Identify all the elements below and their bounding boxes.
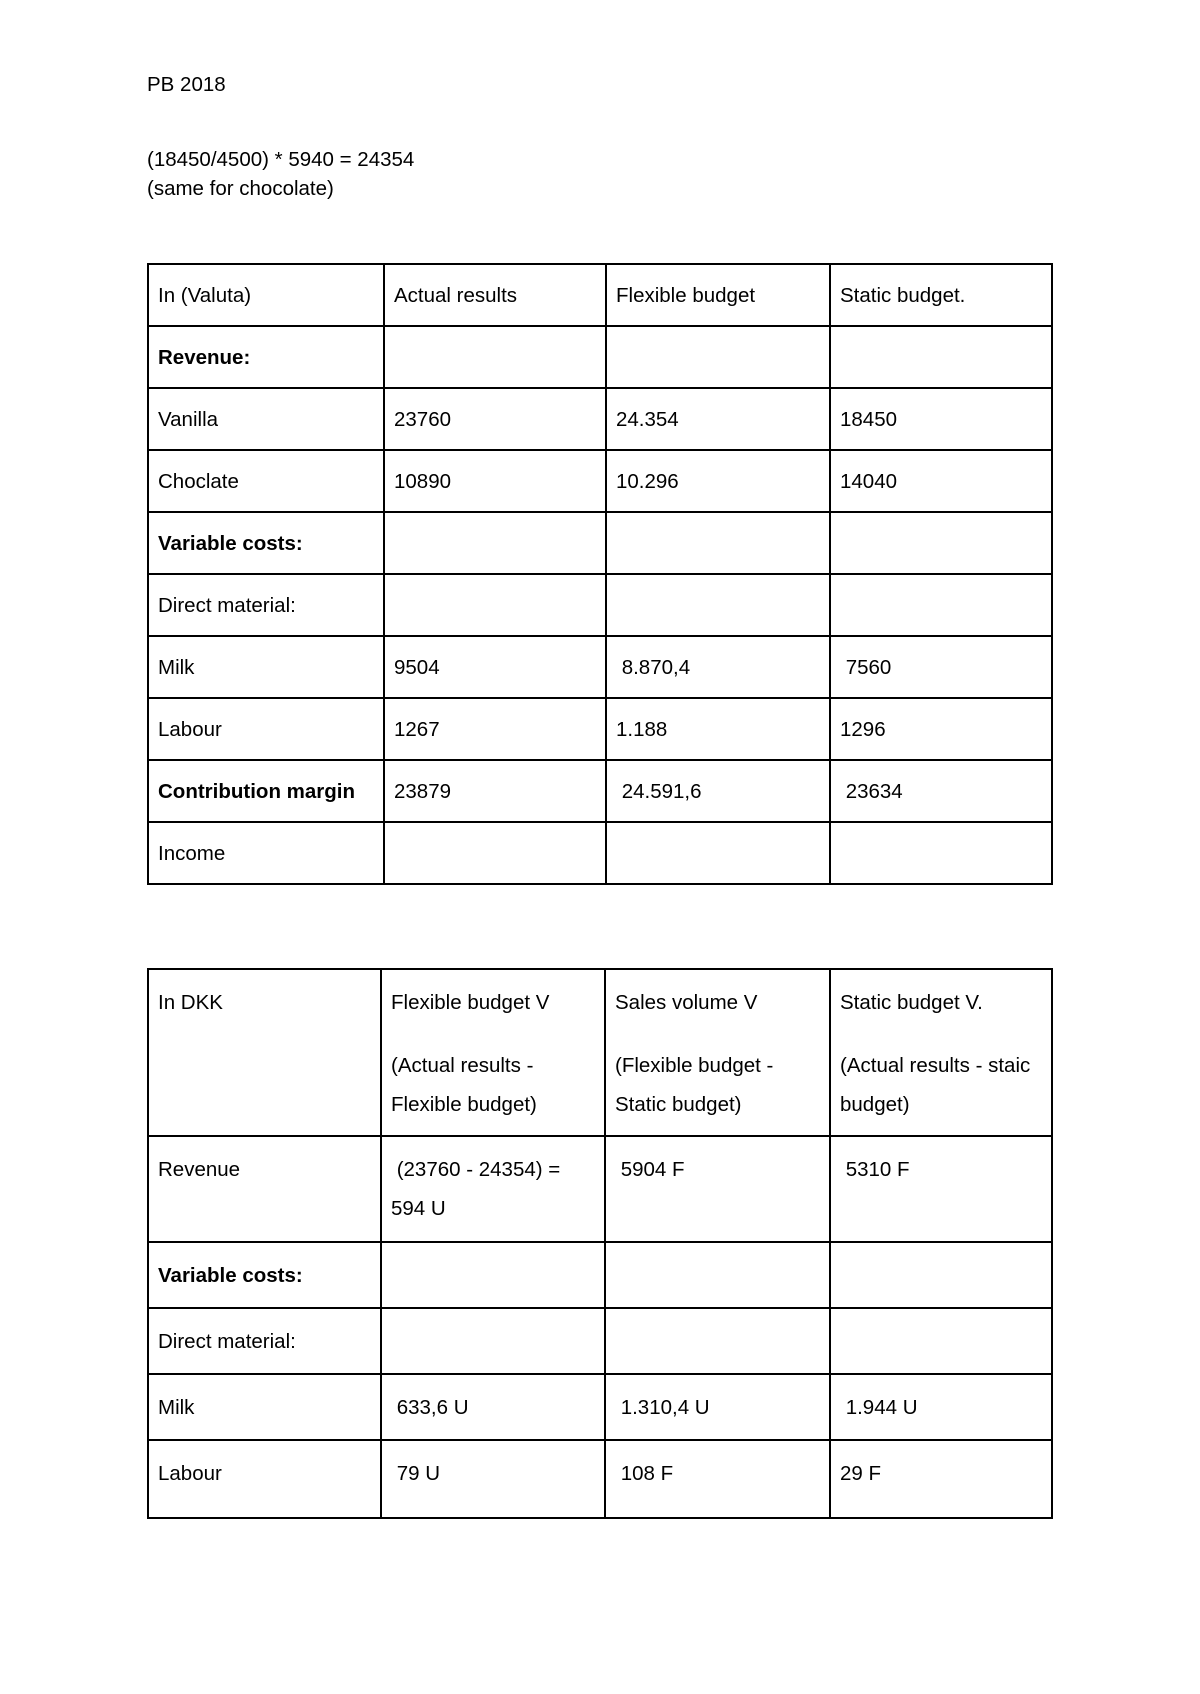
column-header xyxy=(381,969,605,1136)
column-header: In (Valuta) xyxy=(148,264,384,326)
column-header-subtitle: (Flexible budget - Static budget) xyxy=(615,1054,780,1116)
table-row xyxy=(148,1374,1052,1440)
table-cell: 79 U xyxy=(381,1440,605,1518)
table-cell: 8.870,4 xyxy=(606,636,830,698)
table-cell xyxy=(384,512,606,574)
column-header: Actual results xyxy=(384,264,606,326)
table-cell xyxy=(830,822,1052,884)
table-row xyxy=(148,1308,1052,1374)
row-label: Direct material: xyxy=(148,1308,381,1374)
table-cell xyxy=(384,574,606,636)
table-header-row xyxy=(148,969,1052,1136)
column-header: Static budget. xyxy=(830,264,1052,326)
table-cell: 10.296 xyxy=(606,450,830,512)
column-header xyxy=(830,969,1052,1136)
table-row xyxy=(148,1440,1052,1518)
table-row xyxy=(148,1136,1052,1242)
row-label: Milk xyxy=(148,636,384,698)
table-cell xyxy=(830,1308,1052,1374)
table-cell xyxy=(381,1308,605,1374)
table-header-row xyxy=(148,264,1052,326)
table-cell: 23634 xyxy=(830,760,1052,822)
table-row xyxy=(148,388,1052,450)
table-cell: 1.188 xyxy=(606,698,830,760)
row-label: Choclate xyxy=(148,450,384,512)
row-label: Direct material: xyxy=(148,574,384,636)
table-cell: 14040 xyxy=(830,450,1052,512)
table-cell xyxy=(606,574,830,636)
table-row xyxy=(148,1242,1052,1308)
table-cell xyxy=(830,512,1052,574)
document-title: PB 2018 xyxy=(147,73,226,96)
row-label: Income xyxy=(148,822,384,884)
column-header-title: Flexible budget V xyxy=(391,991,550,1014)
table-cell: 1.944 U xyxy=(830,1374,1052,1440)
table-row xyxy=(148,822,1052,884)
formula-block xyxy=(147,145,414,203)
column-header-title: In DKK xyxy=(158,991,223,1014)
table-cell: 9504 xyxy=(384,636,606,698)
table-cell: 1296 xyxy=(830,698,1052,760)
table-row xyxy=(148,512,1052,574)
row-label: Revenue: xyxy=(148,326,384,388)
row-label: Contribution margin xyxy=(148,760,384,822)
column-header-title: Static budget V. xyxy=(840,991,983,1014)
formula-line: (18450/4500) * 5940 = 24354 xyxy=(147,148,415,171)
table-cell: 1267 xyxy=(384,698,606,760)
table-row xyxy=(148,698,1052,760)
column-header-subtitle: (Actual results - Flexible budget) xyxy=(391,1054,540,1116)
column-header-title: Sales volume V xyxy=(615,991,758,1014)
column-header xyxy=(605,969,830,1136)
row-label: Labour xyxy=(148,698,384,760)
row-label: Vanilla xyxy=(148,388,384,450)
table-cell: 29 F xyxy=(830,1440,1052,1518)
table-cell: 633,6 U xyxy=(381,1374,605,1440)
row-label: Variable costs: xyxy=(148,1242,381,1308)
table-row xyxy=(148,636,1052,698)
table-cell: 24.354 xyxy=(606,388,830,450)
table-cell xyxy=(384,326,606,388)
table-row xyxy=(148,574,1052,636)
table-cell xyxy=(830,574,1052,636)
table-cell xyxy=(384,822,606,884)
dkk-variance-table xyxy=(147,968,1053,1519)
table-row xyxy=(148,326,1052,388)
table-cell: 10890 xyxy=(384,450,606,512)
table-cell xyxy=(605,1242,830,1308)
table-cell xyxy=(381,1242,605,1308)
table-cell: 108 F xyxy=(605,1440,830,1518)
table-cell: 23760 xyxy=(384,388,606,450)
table-cell xyxy=(830,1242,1052,1308)
table-cell: 5904 F xyxy=(605,1136,830,1242)
column-header-subtitle: (Actual results - staic budget) xyxy=(840,1054,1036,1116)
table-cell: 5310 F xyxy=(830,1136,1052,1242)
row-label: Variable costs: xyxy=(148,512,384,574)
note-line: (same for chocolate) xyxy=(147,177,334,200)
table-cell xyxy=(830,326,1052,388)
row-label: Revenue xyxy=(148,1136,381,1242)
table-cell: (23760 - 24354) = 594 U xyxy=(381,1136,605,1242)
column-header xyxy=(148,969,381,1136)
table-cell xyxy=(606,822,830,884)
table-cell: 23879 xyxy=(384,760,606,822)
table-row xyxy=(148,760,1052,822)
table-cell: 24.591,6 xyxy=(606,760,830,822)
column-header: Flexible budget xyxy=(606,264,830,326)
row-label: Labour xyxy=(148,1440,381,1518)
valuta-budget-table xyxy=(147,263,1053,885)
table-cell: 7560 xyxy=(830,636,1052,698)
table-row xyxy=(148,450,1052,512)
table-cell: 18450 xyxy=(830,388,1052,450)
table-cell xyxy=(606,512,830,574)
table-cell xyxy=(606,326,830,388)
row-label: Milk xyxy=(148,1374,381,1440)
table-cell xyxy=(605,1308,830,1374)
table-cell: 1.310,4 U xyxy=(605,1374,830,1440)
